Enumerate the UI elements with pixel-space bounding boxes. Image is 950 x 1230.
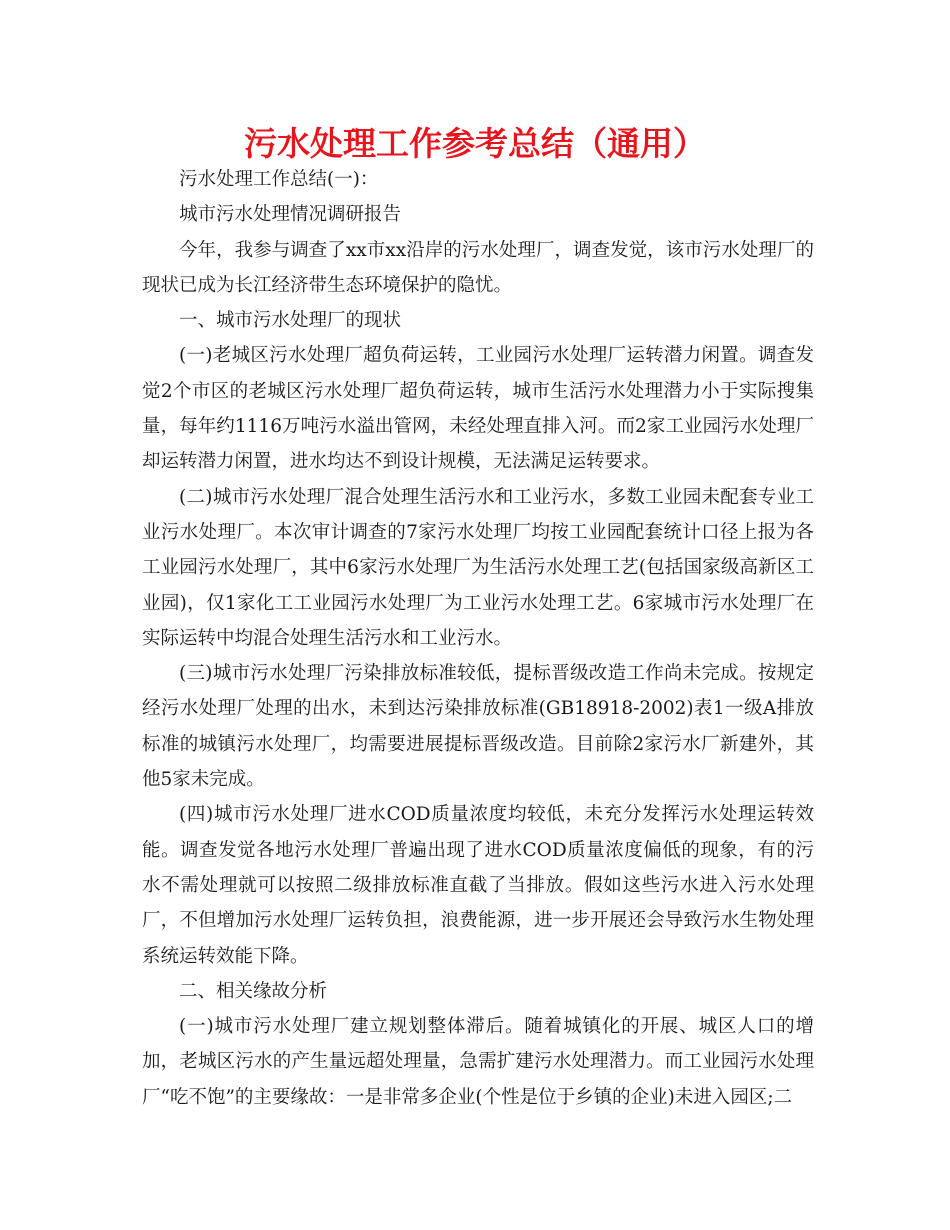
paragraph-status-3: (三)城市污水处理厂污染排放标准较低，提标晋级改造工作尚未完成。按规定经污水处理厂处理的出水，未到达污染排放标准(GB18918-2002)表1一级A排放标准的城镇污水处理厂，均需要进展提标晋级改造。目前除2家污水厂新建外，其他5家未完成。 <box>142 663 814 791</box>
paragraph-status-1: (一)老城区污水处理厂超负荷运转，工业园污水处理厂运转潜力闲置。调查发觉2个市区的老城区污水处理厂超负荷运转，城市生活污水处理潜力小于实际搜集量，每年约1116万吨污水溢出管网，未经处理直排入河。而2家工业园污水处理厂却运转潜力闲置，进水均达不到设计规模，无法满足运转要求。 <box>142 345 814 473</box>
document-body <box>142 162 814 1115</box>
paragraph-status-2: (二)城市污水处理厂混合处理生活污水和工业污水，多数工业园未配套专业工业污水处理厂。本次审计调查的7家污水处理厂均按工业园配套统计口径上报为各工业园污水处理厂，其中6家污水处理厂为生活污水处理工艺(包括国家级高新区工业园)，仅1家化工工业园污水处理厂为工业污水处理工艺。6家城市污水处理厂在实际运转中均混合处理生活污水和工业污水。 <box>142 486 814 649</box>
paragraph-section-heading: 污水处理工作总结(一)： <box>179 169 379 190</box>
document-title: 污水处理工作参考总结（通用） <box>244 124 706 163</box>
paragraph-cause-1: (一)城市污水处理厂建立规划整体滞后。随着城镇化的开展、城区人口的增加，老城区污水的产生量远超处理量，急需扩建污水处理潜力。而工业园污水处理厂“吃不饱”的主要缘故：一是非常多企业(个性是位于乡镇的企业)未进入园区;二 <box>142 1016 814 1108</box>
paragraph-status-4: (四)城市污水处理厂进水COD质量浓度均较低，未充分发挥污水处理运转效能。调查发觉各地污水处理厂普遍出现了进水COD质量浓度偏低的现象，有的污水不需处理就可以按照二级排放标准直截了当排放。假如这些污水进入污水处理厂，不但增加污水处理厂运转负担，浪费能源，进一步开展还会导致污水生物处理系统运转效能下降。 <box>142 804 814 967</box>
paragraph-heading-causes: 二、相关缘故分析 <box>179 980 328 1002</box>
paragraph-intro: 今年，我参与调查了xx市xx沿岸的污水处理厂，调查发觉，该市污水处理厂的现状已成为长江经济带生态环境保护的隐忧。 <box>142 239 814 296</box>
paragraph-heading-status: 一、城市污水处理厂的现状 <box>179 310 402 332</box>
paragraph-report-title: 城市污水处理情况调研报告 <box>179 204 402 226</box>
